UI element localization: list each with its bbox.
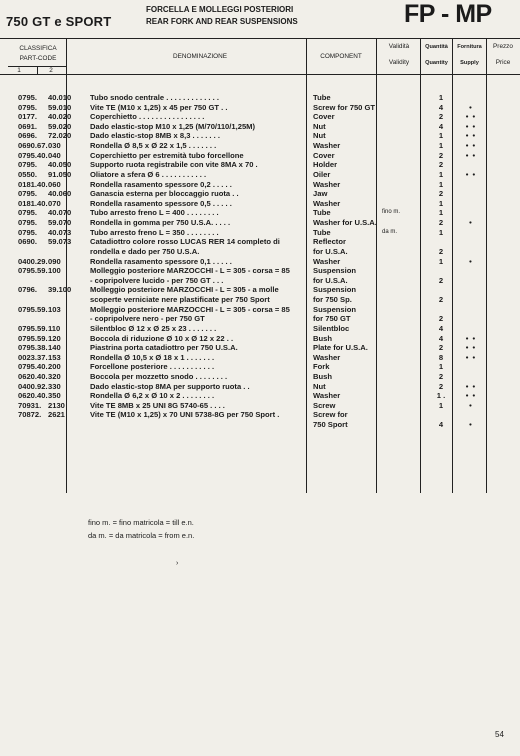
part-code: 0795.: [18, 102, 38, 112]
description: Tubo snodo centrale . . . . . . . . . . . . .: [90, 93, 219, 102]
table-row: [0, 151, 520, 161]
page-number: 54: [495, 730, 504, 739]
description: Oliatore a sfera Ø 6 . . . . . . . . . . .: [90, 169, 207, 179]
component: Tube: [313, 93, 331, 102]
header-bottom-rule: [0, 74, 520, 75]
part-subcode: 200: [48, 362, 61, 372]
col-header-partcode: [10, 44, 66, 64]
description: Rondella Ø 10,5 x Ø 18 x 1 . . . . . . .: [90, 352, 215, 362]
part-subcode: 59.073: [48, 237, 72, 247]
supply-mark: • •: [465, 112, 477, 122]
description: Catadiottro colore rosso LUCAS RER 14 completo di: [90, 237, 280, 247]
part-code: 0795.40.: [18, 362, 48, 372]
part-code: 0177.: [18, 112, 38, 122]
table-row: [0, 112, 520, 122]
table-row: [0, 170, 520, 180]
component: Bush: [313, 371, 332, 381]
section-title: [146, 4, 298, 28]
description: Molleggio posteriore MARZOCCHI - L = 305 - corsa = 85: [90, 304, 290, 314]
table-row: [0, 266, 520, 276]
supply-mark: • •: [465, 131, 477, 141]
col-divider-sub: [37, 66, 38, 74]
col-header-supply-en: Supply: [460, 60, 479, 66]
component: Reflector: [313, 237, 346, 247]
part-code: 0400.92.: [18, 381, 48, 391]
quantity: 2: [438, 371, 444, 381]
description: Dado elastic-stop 8MA per supporto ruota . .: [90, 381, 250, 391]
quantity: 2: [438, 275, 444, 285]
part-subcode: 40.010: [48, 93, 72, 102]
table-row: [0, 285, 520, 295]
description: Dado elastic-stop 8MB x 8,3 . . . . . . .: [90, 131, 220, 141]
component: 750 Sport: [313, 420, 348, 430]
description: Molleggio posteriore MARZOCCHI - L = 305 - a molle: [90, 285, 279, 295]
part-code: 0795.: [18, 93, 38, 102]
col-header-price: [487, 42, 519, 68]
quantity: 2: [438, 381, 444, 391]
table-row: [0, 305, 520, 315]
supply-mark: • •: [465, 343, 477, 353]
supply-mark: •: [469, 102, 473, 112]
part-code: 0795.: [18, 189, 38, 199]
component: Fork: [313, 362, 330, 372]
part-subcode: 59.070: [48, 218, 72, 228]
part-code: 0795.59.: [18, 266, 48, 276]
component: Holder: [313, 160, 338, 170]
part-code: 0620.40.: [18, 371, 48, 381]
component: Jaw: [313, 189, 328, 199]
footnote-fino: fino m. = fino matricola = till e.n.: [88, 518, 194, 527]
component: Suspension: [313, 285, 357, 295]
table-row: [0, 420, 520, 430]
quantity: 1: [438, 400, 444, 410]
description: Supporto ruota registrabile con vite 8MA x 70 .: [90, 160, 258, 170]
quantity: 1: [438, 256, 444, 266]
part-subcode: 40.020: [48, 112, 72, 122]
supply-mark: •: [469, 400, 473, 410]
table-row: [0, 391, 520, 401]
description: Rondella rasamento spessore 0,5 . . . . .: [90, 198, 232, 208]
col-header-classifica: CLASSIFICA: [19, 45, 57, 52]
quantity: 4: [438, 121, 444, 131]
table-row: [0, 247, 520, 257]
part-code: 0795.: [18, 218, 38, 228]
quantity: 2: [438, 189, 444, 199]
description: Molleggio posteriore MARZOCCHI - L = 305 - corsa = 85: [90, 266, 290, 276]
quantity: 2: [438, 112, 444, 122]
part-code: 0795.: [18, 160, 38, 170]
quantity: 4: [438, 420, 444, 430]
description: - copripolvere nero - per 750 GT: [90, 314, 205, 324]
part-subcode: 040: [48, 150, 61, 160]
supply-mark: • •: [465, 333, 477, 343]
table-row: [0, 324, 520, 334]
description: Vite TE 8MB x 25 UNI 8G 5740-65 . . . .: [90, 400, 225, 410]
supply-mark: • •: [465, 150, 477, 160]
table-row: [0, 93, 520, 103]
part-subcode: 40.050: [48, 160, 72, 170]
component: Washer: [313, 352, 341, 362]
component: Nut: [313, 131, 326, 141]
quantity: 2: [438, 160, 444, 170]
description: rondella e dado per 750 U.S.A.: [90, 246, 200, 256]
description: Rondella Ø 8,5 x Ø 22 x 1,5 . . . . . . .: [90, 141, 217, 151]
supply-mark: •: [469, 420, 473, 430]
col-header-sub1: 1: [17, 67, 21, 74]
part-subcode: 110: [48, 323, 61, 333]
table-row: [0, 180, 520, 190]
part-code: 0550.: [18, 169, 38, 179]
quantity: 1: [438, 362, 444, 372]
description: Tubo arresto freno L = 350 . . . . . . . .: [90, 227, 219, 237]
quantity: 2: [438, 343, 444, 353]
table-row: [0, 372, 520, 382]
table-row: [0, 122, 520, 132]
part-subcode: 140: [48, 343, 61, 353]
validity: fino m.: [382, 209, 401, 216]
table-top-rule: [0, 38, 520, 39]
part-code: 0620.40.: [18, 391, 48, 401]
description: Forcellone posteriore . . . . . . . . . . .: [90, 362, 215, 372]
description: Coperchietto per estremità tubo forcellone: [90, 150, 244, 160]
part-subcode: 40.060: [48, 189, 72, 199]
part-code: 70931.: [18, 400, 42, 410]
description: Rondella Ø 6,2 x Ø 10 x 2 . . . . . . . .: [90, 391, 215, 401]
part-code: 0690.: [18, 237, 38, 247]
description: Piastrina porta catadiottro per 750 U.S.A.: [90, 343, 238, 353]
component: Suspension: [313, 266, 357, 276]
description: Tubo arresto freno L = 400 . . . . . . . .: [90, 208, 219, 218]
col-header-validity-en: Validity: [388, 59, 410, 66]
table-row: [0, 382, 520, 392]
table-row: [0, 228, 520, 238]
validity: da m.: [382, 228, 398, 235]
model-title: 750 GT e SPORT: [6, 14, 112, 29]
component: Washer: [313, 256, 341, 266]
component: Cover: [313, 150, 335, 160]
table-row: [0, 343, 520, 353]
component: for 750 Sp.: [313, 295, 352, 305]
part-subcode: 030: [48, 141, 61, 151]
part-code: 0181.40.: [18, 179, 48, 189]
quantity: 4: [438, 102, 444, 112]
part-subcode: 40.070: [48, 208, 72, 218]
part-subcode: 350: [48, 391, 61, 401]
col-header-sub2: 2: [49, 67, 53, 74]
quantity: 2: [438, 150, 444, 160]
part-code: 0796.: [18, 285, 38, 295]
table-row: [0, 410, 520, 420]
col-header-quantity-en: Quantity: [425, 60, 448, 66]
part-subcode: 2130: [48, 400, 65, 410]
table-row: [0, 141, 520, 151]
part-code: 0181.40.: [18, 198, 48, 208]
description: Boccola di riduzione Ø 10 x Ø 12 x 22 . .: [90, 333, 234, 343]
quantity: 1: [438, 227, 444, 237]
part-subcode: 100: [48, 266, 61, 276]
quantity: 4: [438, 333, 444, 343]
component: Washer: [313, 198, 341, 208]
part-code: 0795.59.: [18, 333, 48, 343]
part-subcode: 330: [48, 381, 61, 391]
part-subcode: 090: [48, 256, 61, 266]
quantity: 1: [438, 169, 444, 179]
part-subcode: 153: [48, 352, 61, 362]
quantity: 4: [438, 323, 444, 333]
quantity: 1: [438, 179, 444, 189]
table-row: [0, 314, 520, 324]
col-header-quantity: [421, 42, 452, 68]
description: Vite TE (M10 x 1,25) x 45 per 750 GT . .: [90, 102, 228, 112]
description: Boccola per mozzetto snodo . . . . . . . .: [90, 371, 228, 381]
component: Tube: [313, 208, 331, 218]
col-header-supply: [453, 42, 486, 68]
description: Rondella rasamento spessore 0,1 . . . . .: [90, 256, 232, 266]
part-subcode: 120: [48, 333, 61, 343]
component: Plate for U.S.A.: [313, 343, 368, 353]
supply-mark: •: [469, 218, 473, 228]
description: Ganascia esterna per bloccaggio ruota . .: [90, 189, 239, 199]
part-code: 0400.29.: [18, 256, 48, 266]
component: Washer: [313, 179, 341, 189]
part-subcode: 070: [48, 198, 61, 208]
component: Washer: [313, 391, 341, 401]
footnote-da: da m. = da matricola = from e.n.: [88, 531, 195, 540]
col-header-prezzo: Prezzo: [493, 43, 513, 50]
col-header-denominazione: DENOMINAZIONE: [173, 53, 227, 60]
section-title-italian: FORCELLA E MOLLEGGI POSTERIORI: [146, 5, 294, 14]
quantity: 1: [438, 141, 444, 151]
component: for 750 GT: [313, 314, 351, 324]
component: Cover: [313, 112, 335, 122]
col-header-validity: [378, 42, 420, 68]
component: for U.S.A.: [313, 275, 348, 285]
table-row: [0, 131, 520, 141]
supply-mark: • •: [465, 352, 477, 362]
part-code: 0795.40.: [18, 150, 48, 160]
supply-mark: • •: [465, 391, 477, 401]
table-row: [0, 160, 520, 170]
component: Screw: [313, 400, 336, 410]
part-subcode: 060: [48, 179, 61, 189]
quantity: 8: [438, 352, 444, 362]
part-subcode: 2621: [48, 410, 65, 420]
table-row: [0, 103, 520, 113]
component: Tube: [313, 227, 331, 237]
section-code: FP - MP: [404, 0, 492, 28]
part-subcode: 59.020: [48, 121, 72, 131]
component: Washer: [313, 141, 341, 151]
supply-mark: •: [469, 256, 473, 266]
table-row: [0, 237, 520, 247]
description: Rondella in gomma per 750 U.S.A. . . . .: [90, 218, 231, 228]
supply-mark: • •: [465, 381, 477, 391]
part-subcode: 91.050: [48, 169, 72, 179]
table-row: [0, 362, 520, 372]
part-code: 0696.: [18, 131, 38, 141]
description: Vite TE (M10 x 1,25) x 70 UNI 5738-8G per 750 Sport .: [90, 410, 280, 420]
description: Coperchietto . . . . . . . . . . . . . . . .: [90, 112, 205, 122]
part-subcode: 320: [48, 371, 61, 381]
supply-mark: • •: [465, 141, 477, 151]
part-code: 0795.: [18, 208, 38, 218]
part-code: 0795.59.: [18, 304, 48, 314]
table-row: [0, 276, 520, 286]
quantity: 2: [438, 314, 444, 324]
quantity: 1: [438, 198, 444, 208]
col-header-price-en: Price: [495, 59, 511, 66]
component: Nut: [313, 121, 326, 131]
component: Washer for U.S.A.: [313, 218, 377, 228]
component: Bush: [313, 333, 332, 343]
part-code: 0795.59.: [18, 323, 48, 333]
description: - copripolvere lucido - per 750 GT . . .: [90, 275, 224, 285]
print-speck: ›: [176, 560, 179, 567]
part-code: 0795.: [18, 227, 38, 237]
quantity: 2: [438, 295, 444, 305]
quantity: 2: [438, 218, 444, 228]
component: Nut: [313, 381, 326, 391]
part-subcode: 40.073: [48, 227, 72, 237]
component: Silentbloc: [313, 323, 350, 333]
part-code: 0691.: [18, 121, 38, 131]
quantity: 1: [438, 131, 444, 141]
part-code: 0690.67.: [18, 141, 48, 151]
quantity: 1: [438, 208, 444, 218]
description: scoperte verniciate nere plastificate per 750 Sport: [90, 295, 270, 305]
part-subcode: 39.100: [48, 285, 72, 295]
col-header-component: COMPONENT: [320, 53, 362, 60]
quantity: 2: [438, 246, 444, 256]
table-row: [0, 218, 520, 228]
part-subcode: 72.020: [48, 131, 72, 141]
component: Screw for: [313, 410, 348, 420]
supply-mark: • •: [465, 121, 477, 131]
quantity: 1: [438, 93, 444, 102]
table-row: [0, 334, 520, 344]
col-header-fornitura: Fornitura: [457, 44, 482, 50]
description: Silentbloc Ø 12 x Ø 25 x 23 . . . . . . .: [90, 323, 217, 333]
part-subcode: 103: [48, 304, 61, 314]
part-code: 0023.37.: [18, 352, 48, 362]
col-header-quantita: Quantità: [425, 44, 448, 50]
table-row: [0, 353, 520, 363]
part-code: 0795.38.: [18, 343, 48, 353]
table-row: [0, 208, 520, 218]
table-row: [0, 295, 520, 305]
component: Screw for 750 GT: [313, 102, 376, 112]
component: for U.S.A.: [313, 246, 348, 256]
component: Suspension: [313, 304, 357, 314]
col-header-validita: Validità: [388, 43, 410, 50]
part-code: 70872.: [18, 410, 42, 420]
description: Dado elastic-stop M10 x 1,25 (M/70/110/1,25M): [90, 121, 256, 131]
table-row: [0, 257, 520, 267]
quantity: 1 .: [436, 391, 446, 401]
component: Oiler: [313, 169, 331, 179]
description: Rondella rasamento spessore 0,2 . . . . .: [90, 179, 232, 189]
col-header-part-code: PART-CODE: [19, 55, 57, 62]
table-row: [0, 189, 520, 199]
table-row: [0, 401, 520, 411]
table-row: [0, 199, 520, 209]
section-title-english: REAR FORK AND REAR SUSPENSIONS: [146, 17, 298, 26]
part-subcode: 59.010: [48, 102, 72, 112]
supply-mark: • •: [465, 169, 477, 179]
